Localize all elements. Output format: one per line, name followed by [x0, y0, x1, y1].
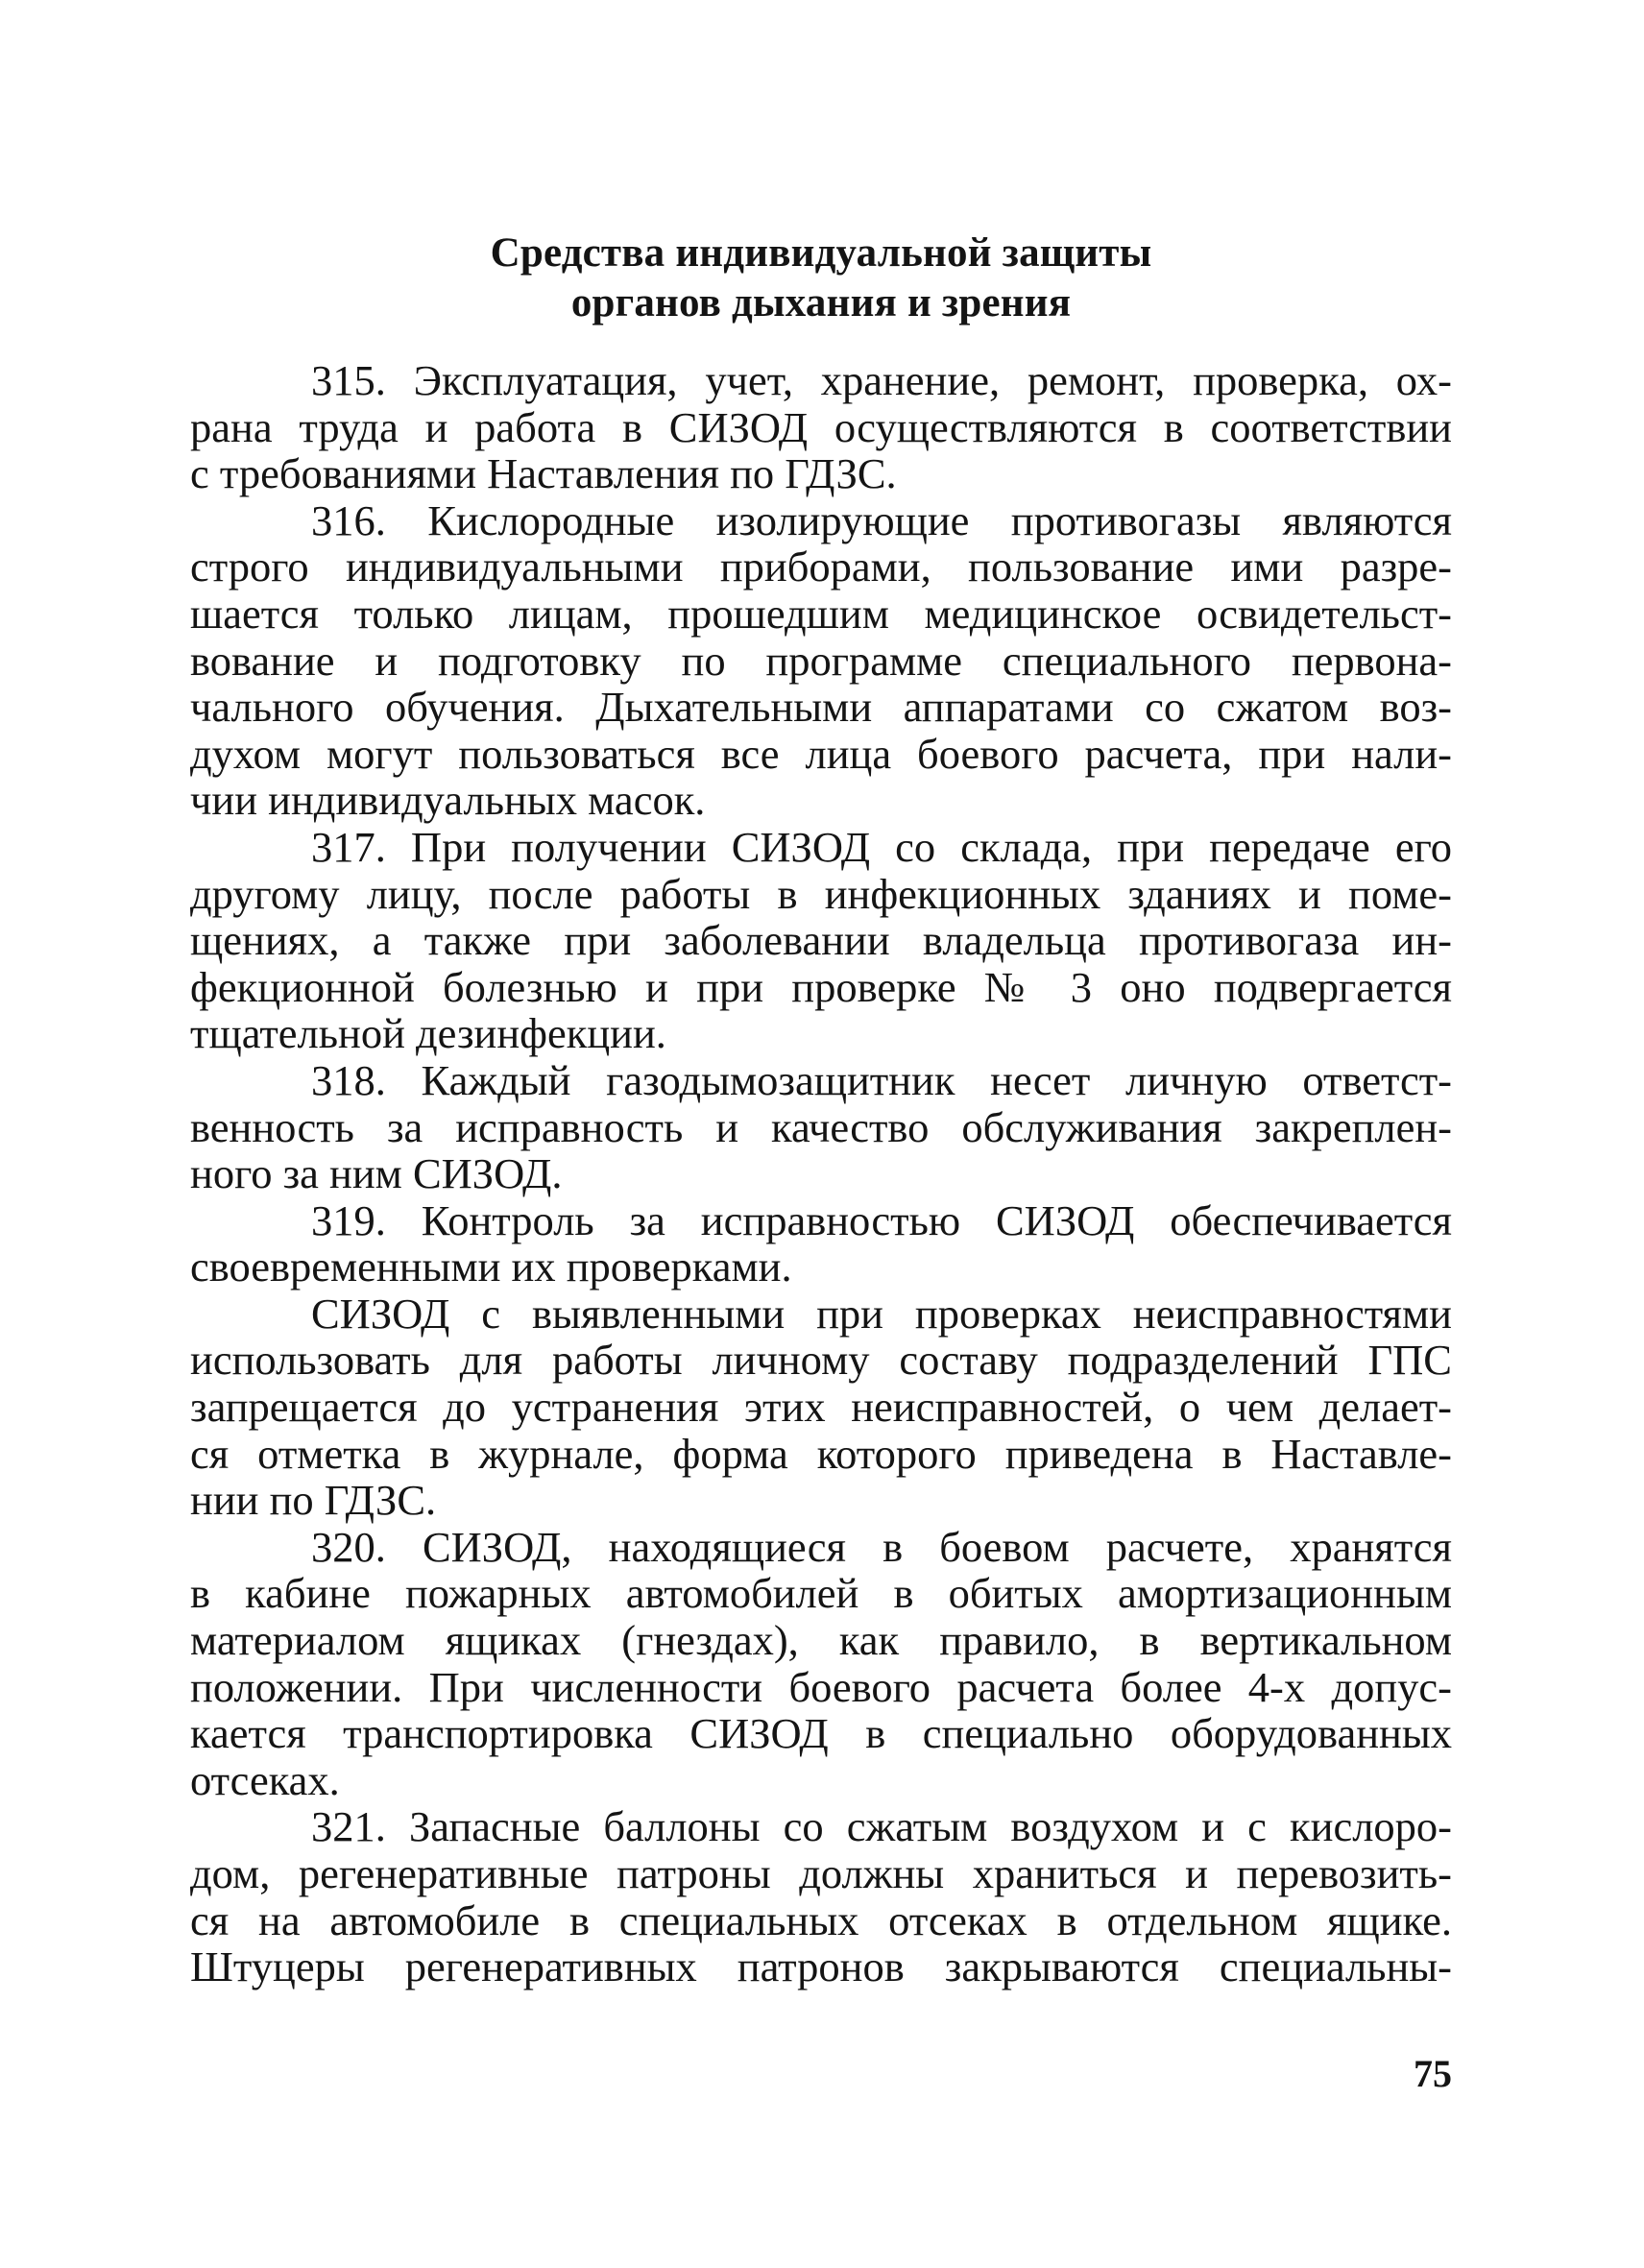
paragraph [190, 357, 1452, 497]
paragraph-line: СИЗОД с выявленными при проверках неисправностями [311, 1289, 1452, 1338]
paragraph-line: 317. При получении СИЗОД со склада, при передаче его [311, 822, 1452, 871]
paragraph-line: вование и подготовку по программе специального первона- [190, 636, 1452, 685]
paragraph-line: запрещается до устранения этих неисправностей, о чем делает- [190, 1383, 1452, 1432]
paragraph-line: положении. При численности боевого расчета более 4-х допус- [190, 1662, 1452, 1711]
paragraph-line: тщательной дезинфекции. [190, 1009, 666, 1058]
paragraph [190, 1197, 1452, 1291]
paragraph-line: нии по ГДЗС. [190, 1476, 437, 1525]
heading-line-2: органов дыхания и зрения [570, 280, 1072, 326]
paragraph [190, 497, 1452, 824]
heading-line-1: Средства индивидуальной защиты [490, 230, 1152, 276]
paragraph-line: фекционной болезнью и при проверке № 3 оно подвергается [190, 962, 1452, 1011]
paragraph-line: духом могут пользоваться все лица боевого расчета, при нали- [190, 729, 1452, 778]
paragraph [190, 1291, 1452, 1524]
paragraph-line: ся на автомобиле в специальных отсеках в отдельном ящике. [190, 1895, 1452, 1944]
paragraph-line: 316. Кислородные изолирующие противогазы являются [311, 495, 1452, 544]
paragraph-line: 321. Запасные баллоны со сжатым воздухом и с кислоро- [311, 1802, 1452, 1851]
section-heading [190, 229, 1452, 328]
paragraph-line: кается транспортировка СИЗОД в специально оборудованных [190, 1709, 1452, 1758]
paragraph [190, 1524, 1452, 1804]
paragraph-line: другому лицу, после работы в инфекционных зданиях и поме- [190, 869, 1452, 918]
paragraph-line: 320. СИЗОД, находящиеся в боевом расчете, хранятся [311, 1522, 1452, 1571]
paragraph-line: чального обучения. Дыхательными аппаратами со сжатом воз- [190, 683, 1452, 732]
paragraph-line: материалом ящиках (гнездах), как правило, в вертикальном [190, 1616, 1452, 1665]
paragraph-line: строго индивидуальными приборами, пользование ими разре- [190, 543, 1452, 591]
paragraph [190, 824, 1452, 1057]
paragraph-line: ного за ним СИЗОД. [190, 1149, 563, 1198]
document-page [190, 229, 1452, 1991]
paragraph [190, 1803, 1452, 1990]
paragraph-line: чии индивидуальных масок. [190, 776, 706, 825]
paragraph-line: венность за исправность и качество обслуживания закреплен- [190, 1102, 1452, 1151]
paragraph-line: шается только лицам, прошедшим медицинское освидетельст- [190, 589, 1452, 638]
page-number: 75 [1414, 2052, 1452, 2095]
paragraph-line: ся отметка в журнале, форма которого приведена в Наставле- [190, 1429, 1452, 1478]
paragraph-line: рана труда и работа в СИЗОД осуществляются в соответствии [190, 402, 1452, 451]
paragraph-line: своевременными их проверками. [190, 1243, 792, 1291]
body-text [190, 357, 1452, 1991]
paragraph-line: отсеках. [190, 1755, 340, 1804]
paragraph-line: Штуцеры регенеративных патронов закрываются специальны- [190, 1942, 1452, 1991]
paragraph-line: 318. Каждый газодымозащитник несет личную ответст- [311, 1055, 1452, 1104]
paragraph-line: 319. Контроль за исправностью СИЗОД обеспечивается [311, 1195, 1452, 1244]
paragraph-line: 315. Эксплуатация, учет, хранение, ремонт, проверка, ох- [311, 356, 1452, 404]
paragraph [190, 1057, 1452, 1197]
paragraph-line: дом, регенеративные патроны должны храниться и перевозить- [190, 1849, 1452, 1897]
paragraph-line: с требованиями Наставления по ГДЗС. [190, 449, 897, 498]
paragraph-line: в кабине пожарных автомобилей в обитых амортизационным [190, 1569, 1452, 1618]
paragraph-line: использовать для работы личному составу подразделений ГПС [190, 1336, 1452, 1385]
paragraph-line: щениях, а также при заболевании владельца противогаза ин- [190, 916, 1452, 965]
